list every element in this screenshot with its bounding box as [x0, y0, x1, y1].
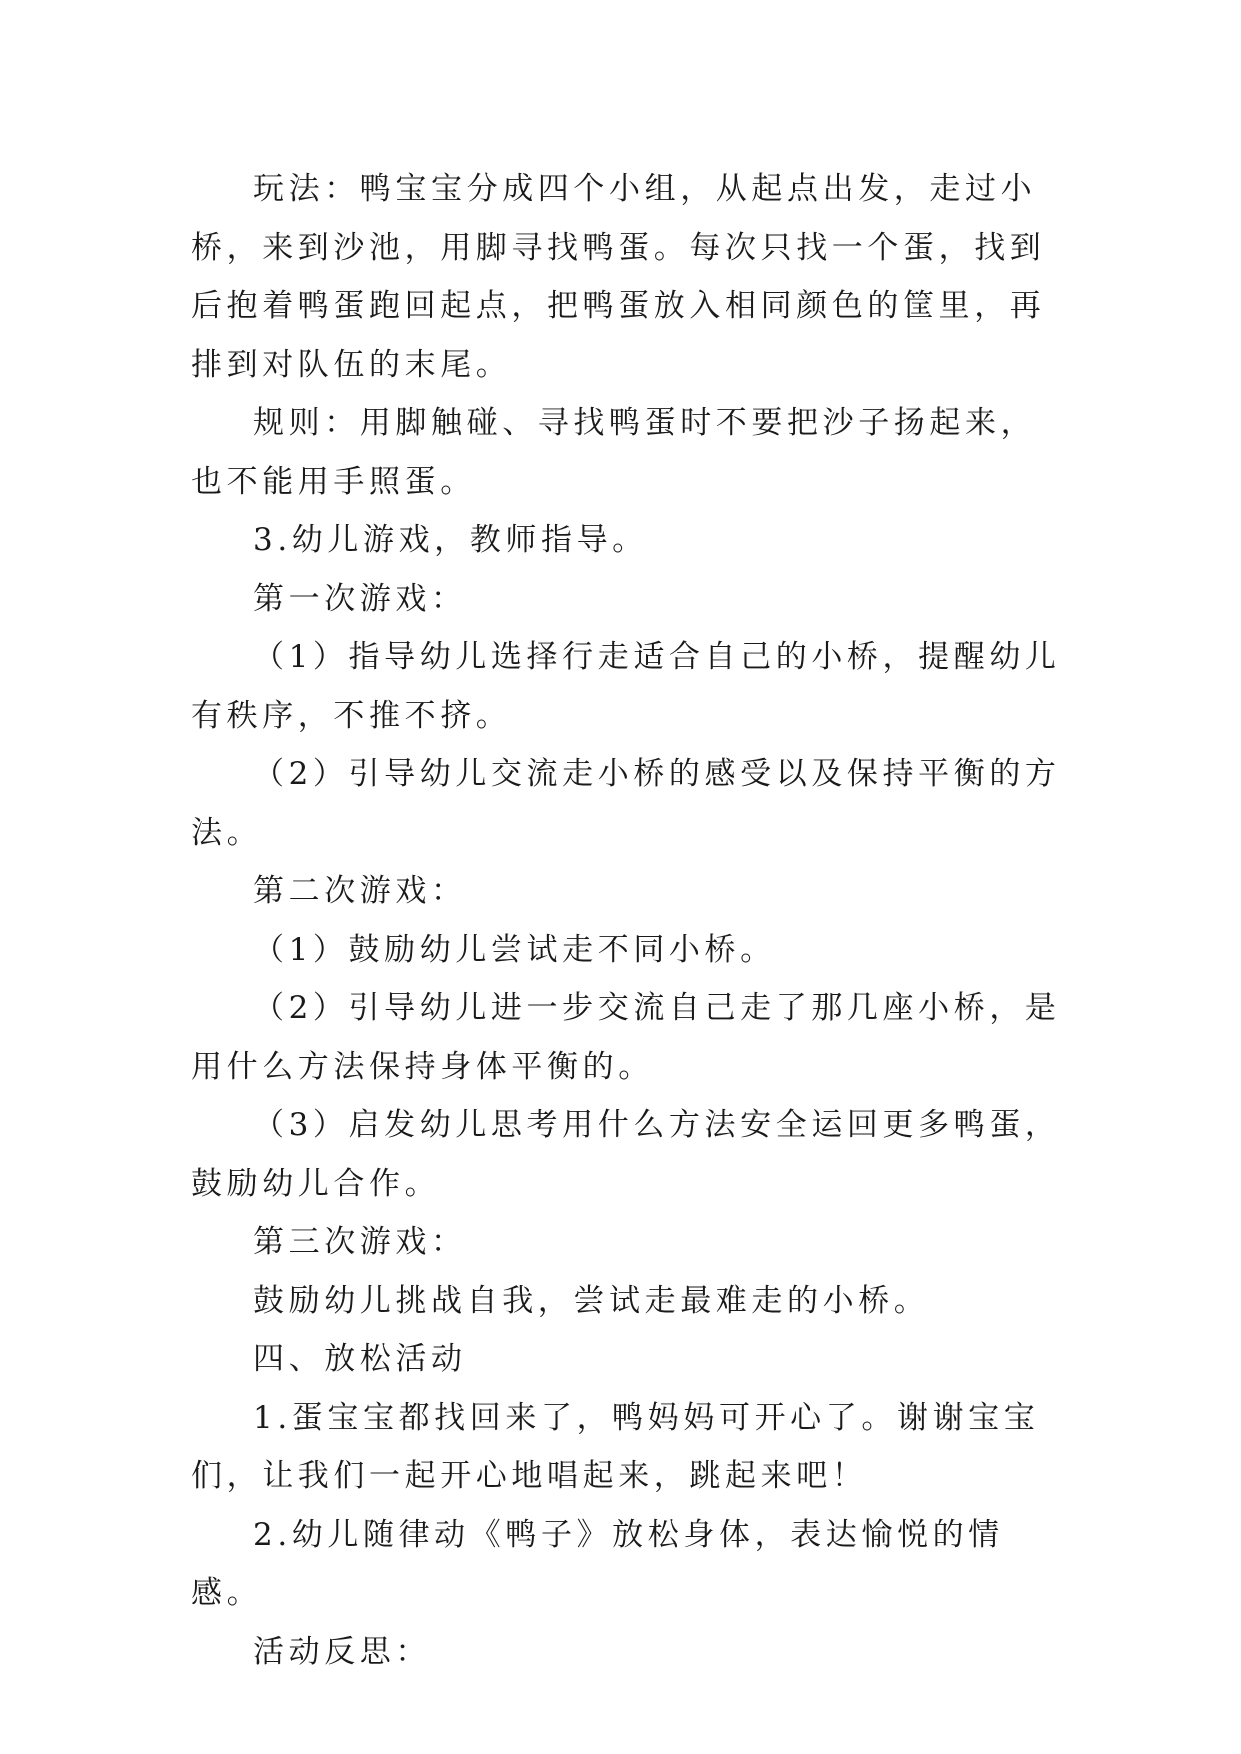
paragraph-relaxation-1: 1.蛋宝宝都找回来了，鸭妈妈可开心了。谢谢宝宝们，让我们一起开心地唱起来，跳起来吧！ [191, 1399, 1040, 1494]
heading-first-game: 第一次游戏： [253, 580, 467, 617]
heading-relaxation: 四、放松活动 [253, 1341, 467, 1377]
paragraph-rules: 规则：用脚触碰、寻找鸭蛋时不要把沙子扬起来，也不能用手照蛋。 [191, 405, 1037, 500]
list-item-first-2: （2）引导幼儿交流走小桥的感受以及保持平衡的方法。 [191, 756, 1061, 851]
document-body [191, 160, 1063, 1681]
heading-third-game: 第三次游戏： [253, 1224, 467, 1260]
paragraph-step-3: 3.幼儿游戏，教师指导。 [253, 522, 648, 558]
heading-second-game: 第二次游戏： [253, 873, 467, 909]
paragraph-gameplay: 玩法：鸭宝宝分成四个小组，从起点出发，走过小桥，来到沙池，用脚寻找鸭蛋。每次只找一个蛋，找到后抱着鸭蛋跑回起点，把鸭蛋放入相同颜色的筐里，再排到对队伍的末尾。 [191, 171, 1046, 383]
list-item-second-1: （1）鼓励幼儿尝试走不同小桥。 [253, 931, 776, 968]
paragraph-relaxation-2: 2.幼儿随律动《鸭子》放松身体，表达愉悦的情感。 [191, 1516, 1004, 1611]
paragraph-third-game: 鼓励幼儿挑战自我，尝试走最难走的小桥。 [253, 1282, 930, 1319]
list-item-first-1: （1）指导幼儿选择行走适合自己的小桥，提醒幼儿有秩序，不推不挤。 [191, 639, 1061, 734]
list-item-second-2: （2）引导幼儿进一步交流自己走了那几座小桥，是用什么方法保持身体平衡的。 [191, 990, 1061, 1085]
list-item-second-3: （3）启发幼儿思考用什么方法安全运回更多鸭蛋，鼓励幼儿合作。 [191, 1107, 1061, 1202]
heading-reflection: 活动反思： [253, 1633, 431, 1670]
